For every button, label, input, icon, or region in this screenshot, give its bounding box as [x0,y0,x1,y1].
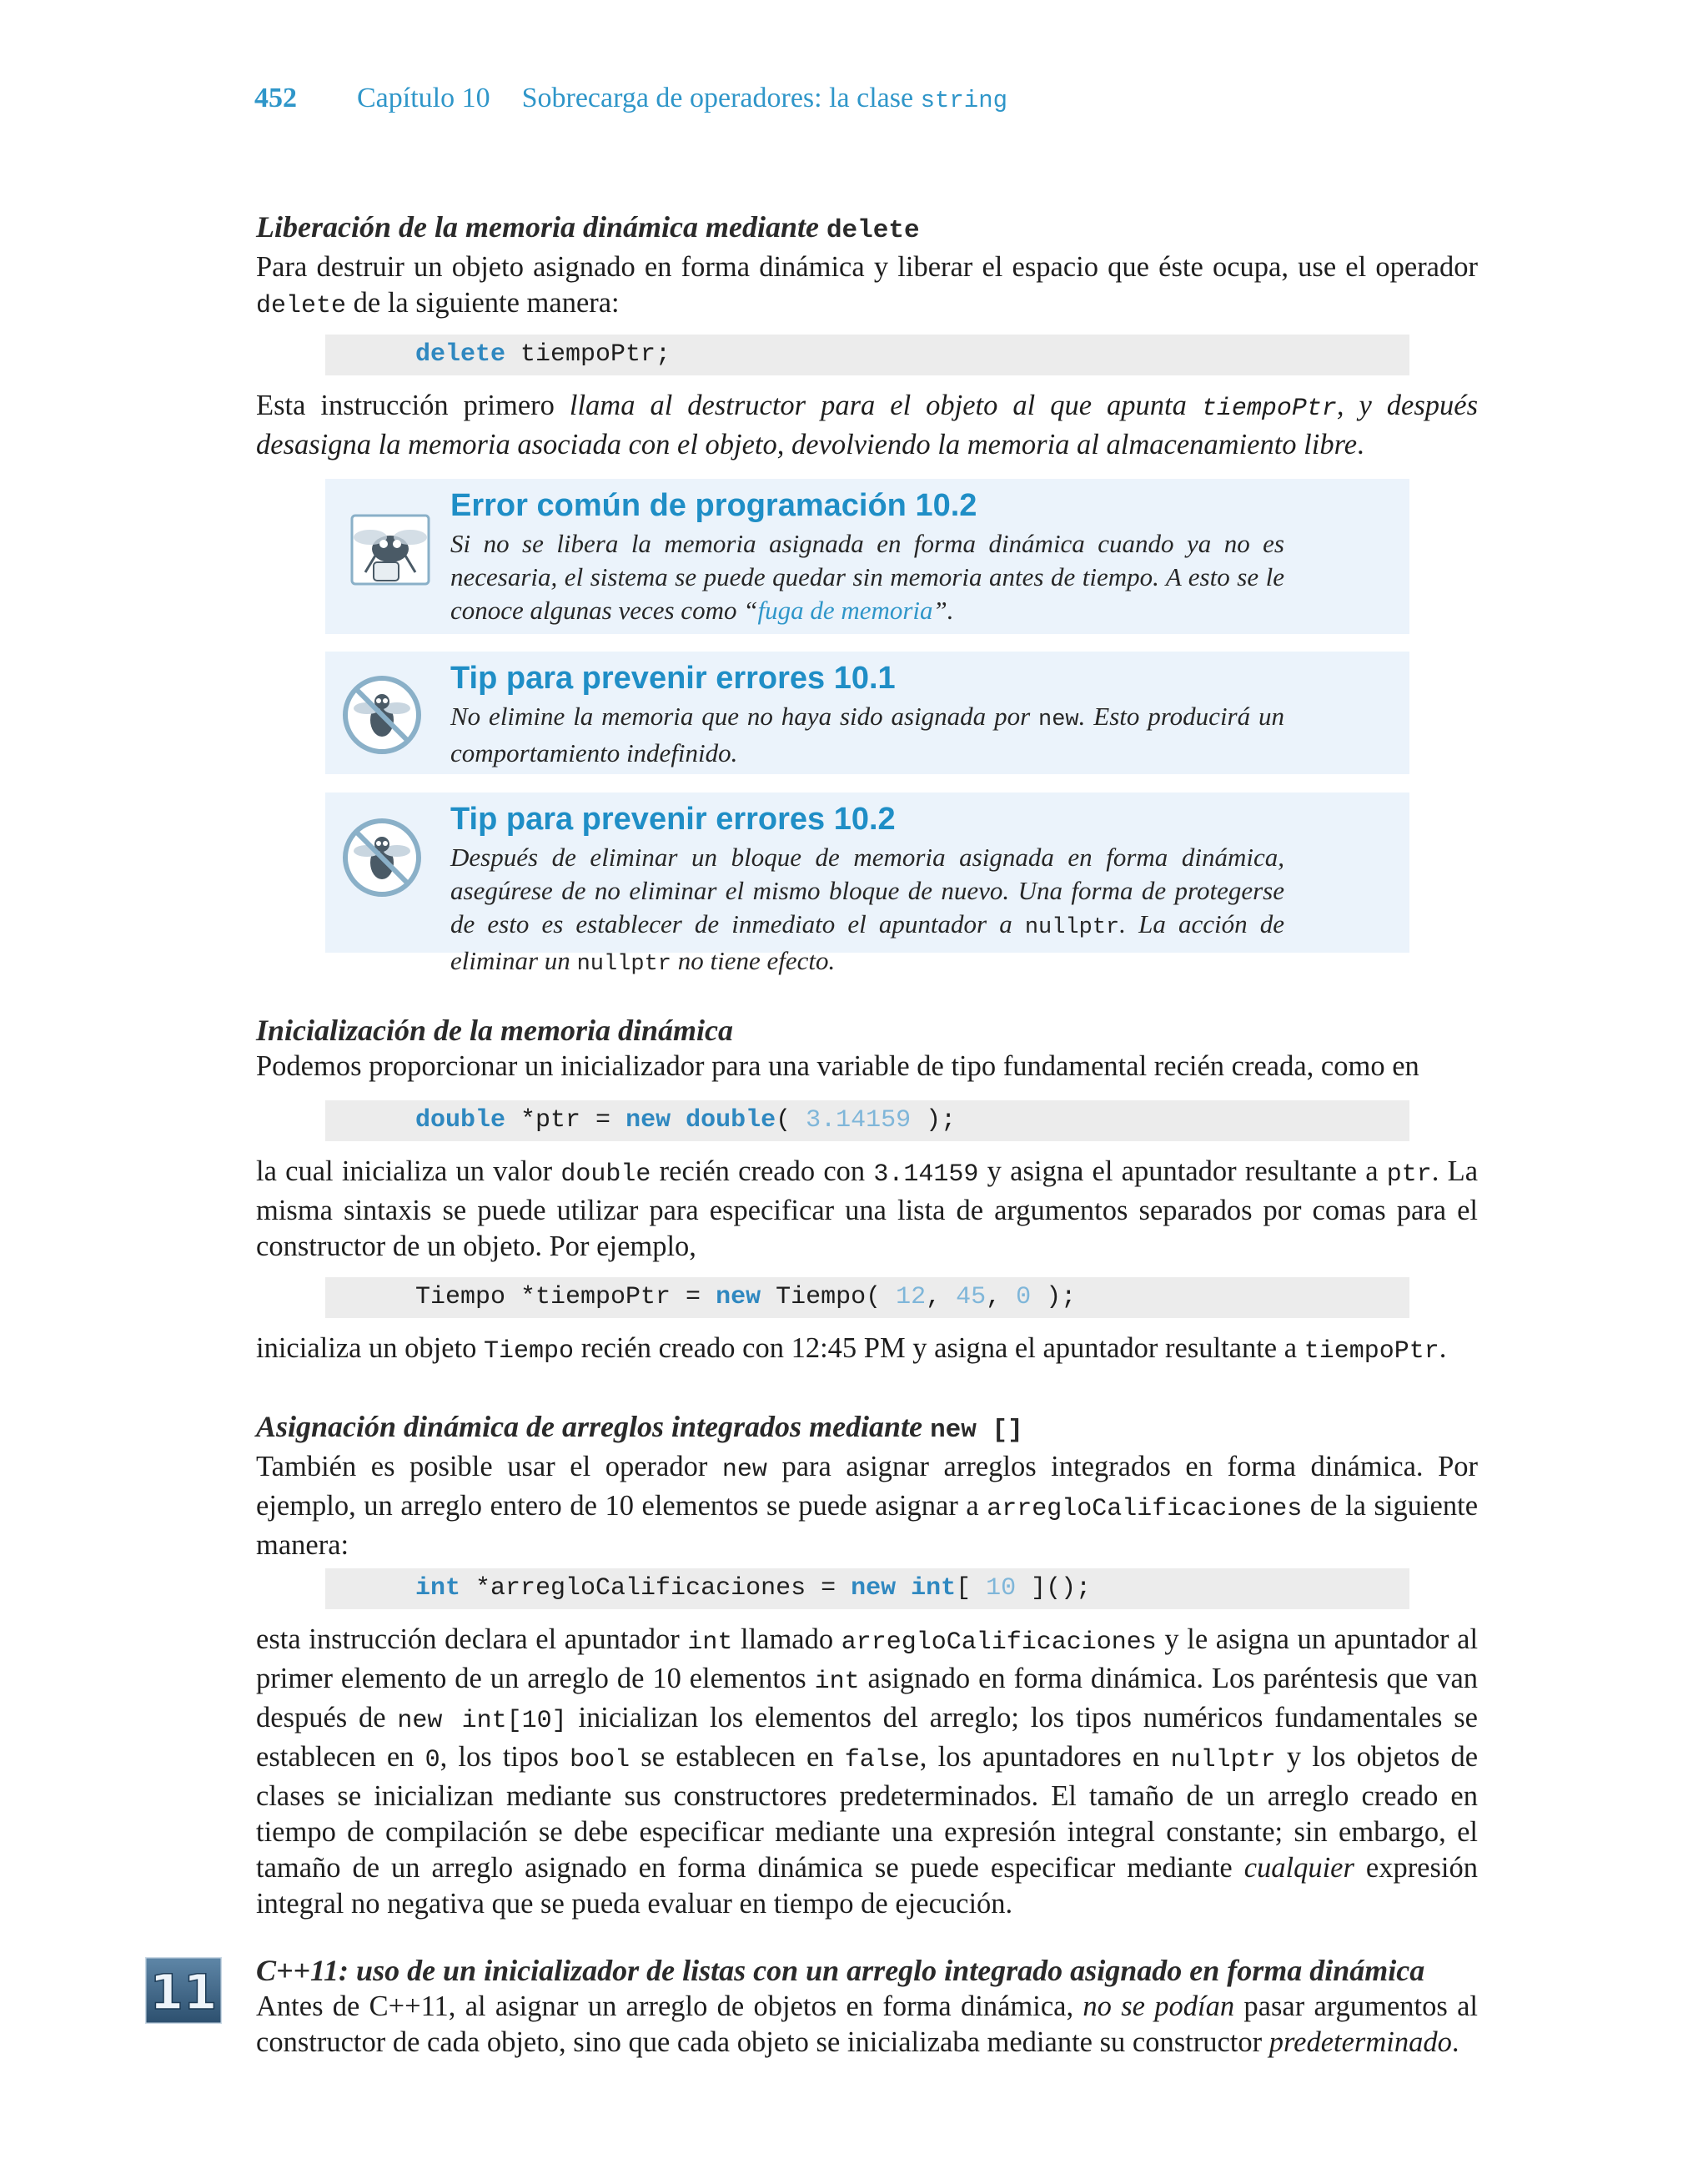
inline-code: nullptr [1170,1746,1276,1774]
bug-thumbs-down-icon [340,504,440,596]
text: y los objetos de clases se inicializan mediante sus constructores predeterminados. El tamaño de un arreglo creado en tiempo de compilación se debe especificar mediante una expresión integral constante; sin embargo, el tamaño de un arreglo asignado en forma dinámica se puede especificar mediante [256,1741,1479,1884]
text: inicializa un objeto [256,1332,477,1364]
inline-code: 3.14159 [873,1160,979,1189]
text: y asigna el apuntador resultante a [987,1155,1379,1187]
text: de la siguiente manera: [353,287,620,319]
code-keyword: new [716,1283,761,1311]
page-number: 452 [254,83,297,113]
code-text: *arregloCalificaciones = [460,1574,851,1603]
code-number: 10 [986,1574,1017,1603]
code-text: tiempoPtr; [505,340,671,369]
code-text [671,1106,686,1135]
badge-label: 11 [149,1964,218,2020]
text: . La misma sintaxis se puede utilizar para especificar una lista de argumentos separados por comas para el constructor de un objeto. Por ejemplo, [256,1155,1479,1262]
inline-code: double [560,1160,651,1189]
code-keyword: double [686,1106,776,1135]
inline-code: delete [256,292,347,320]
chapter-title-code: string [920,87,1008,114]
code-text: ](); [1016,1574,1092,1603]
code-text: , [986,1283,1017,1311]
text: Esta instrucción primero [256,390,555,421]
italic-text: cualquier [1243,1852,1354,1884]
italic-text: no se podían [1083,1990,1235,2022]
code-number: 3.14159 [806,1106,912,1135]
chapter-title: Sobrecarga de operadores: la clase [521,83,914,113]
code-text: ( [776,1106,806,1135]
text: recién creado con [659,1155,866,1187]
code-text: ); [1031,1283,1077,1311]
no-bug-icon [340,673,424,757]
italic-text: llama al destructor para el objeto al que apunta [569,390,1187,421]
no-bug-icon [340,816,424,899]
inline-code: Tiempo [484,1337,575,1366]
text: Después de eliminar un bloque de memoria asignada en forma dinámica, asegúrese de no eliminar el mismo bloque de nuevo. Una forma de protegerse de esto es establecer de inmediato el apuntador a [450,843,1284,939]
code-number: 0 [1016,1283,1032,1311]
inline-code: ptr [1386,1160,1432,1189]
inline-code: bool [570,1746,630,1774]
running-head [254,80,1007,118]
inline-code: new [1038,707,1079,732]
inline-code: int [687,1628,733,1657]
code-line-delete [325,335,1409,375]
inline-code: int [814,1668,860,1696]
code-keyword: delete [415,340,506,369]
paragraph-tiempo-explain [256,1331,1478,1370]
inline-code: nullptr [576,952,671,977]
code-keyword: new [625,1106,671,1135]
text: . [1357,429,1364,460]
text: . [1439,1332,1447,1364]
inline-code: false [844,1746,920,1774]
tip-title: Tip para prevenir errores 10.1 [450,661,896,696]
tip-title: Error común de programación 10.2 [450,488,977,523]
text: para asignar arreglos integrados en forma dinámica. Por ejemplo, un arreglo entero de 10 elementos se puede asignar a [256,1451,1479,1522]
text: asignado en forma dinámica. Los paréntesis que van después de [256,1663,1479,1734]
text: , los tipos [440,1741,559,1773]
paragraph [256,249,1478,325]
code-text: , [926,1283,957,1311]
italic-text: , y después desasigna la memoria asociada con el objeto, devolviendo la memoria al almacenamiento libre [256,390,1479,460]
glossary-link[interactable]: fuga de memoria [757,596,933,625]
section-init [256,1012,1478,1084]
inline-code: new [721,1456,767,1484]
paragraph [256,1449,1478,1563]
paragraph-destructor [256,388,1478,463]
code-text: ); [911,1106,957,1135]
section-heading [256,209,1478,249]
text: expresión integral no negativa que se pueda evaluar en tiempo de ejecución. [256,1852,1479,1920]
code-text [896,1574,911,1603]
text: Antes de C++11, al asignar un arreglo de objetos en forma dinámica, [256,1990,1074,2022]
code-keyword: double [415,1106,506,1135]
text: y le asigna un apuntador al primer elemento de un arreglo de 10 elementos [256,1623,1479,1694]
heading-code: delete [826,216,920,245]
paragraph-init-explain [256,1154,1478,1265]
code-text: Tiempo( [761,1283,897,1311]
section-heading: Inicialización de la memoria dinámica [256,1014,734,1047]
code-text: [ [956,1574,987,1603]
text: la cual inicializa un valor [256,1155,553,1187]
text: No elimine la memoria que no haya sido asignada por [450,702,1031,731]
inline-code: arregloCalificaciones [987,1495,1303,1523]
tip-body [450,700,1284,770]
inline-code: tiempoPtr [1304,1337,1439,1366]
inline-code: new int[10] [397,1707,567,1735]
code-line-double [325,1100,1409,1141]
paragraph: Podemos proporcionar un inicializador para una variable de tipo fundamental recién creada, como en [256,1050,1419,1082]
chapter-label: Capítulo 10 [357,83,490,113]
section-new-array [256,1408,1478,1563]
text: Para destruir un objeto asignado en forma dinámica y liberar el espacio que éste ocupa, use el operador [256,251,1478,283]
tip-box-prevent-errors-1 [325,652,1409,774]
code-text: Tiempo *tiempoPtr = [415,1283,716,1311]
text: de la siguiente manera: [256,1490,1479,1561]
paragraph-array-explain [256,1622,1478,1922]
tip-title: Tip para prevenir errores 10.2 [450,802,896,837]
text: Si no se libera la memoria asignada en forma dinámica cuando ya no es necesaria, el sistema se puede quedar sin memoria antes de tiempo. A esto se le conoce algunas veces como “ [450,529,1284,625]
code-text: *ptr = [505,1106,626,1135]
section-heading: C++11: uso de un inicializador de listas con un arreglo integrado asignado en forma dinámica [256,1954,1425,1987]
inline-code: arregloCalificaciones [841,1628,1157,1657]
code-line-int-array [325,1568,1409,1609]
code-number: 12 [896,1283,927,1311]
code-keyword: int [415,1574,461,1603]
section-cpp11 [256,1952,1478,2061]
code-number: 45 [956,1283,987,1311]
heading-text: Asignación dinámica de arreglos integrados mediante [256,1410,923,1443]
inline-code: nullptr [1024,915,1120,940]
paragraph [256,1989,1478,2061]
text: , los apuntadores en [919,1741,1160,1773]
heading-code: new [] [930,1416,1023,1445]
code-keyword: new [851,1574,897,1603]
text: llamado [740,1623,834,1655]
section-delete [256,209,1478,325]
section-heading [256,1408,1478,1449]
tip-body [450,841,1284,981]
inline-code: 0 [424,1746,440,1774]
text: . La acción de eliminar un [450,909,1285,975]
text: pasar argumentos al constructor de cada objeto, sino que cada objeto se inicializaba mediante su constructor [256,1990,1479,2058]
cpp11-badge-icon [145,1957,222,2024]
text: se establecen en [640,1741,834,1773]
tip-body [450,527,1284,627]
code-line-tiempo [325,1277,1409,1318]
text: También es posible usar el operador [256,1451,708,1482]
tip-box-prevent-errors-2 [325,793,1409,977]
tip-box-common-error [325,479,1409,634]
text: . Esto producirá un comportamiento indefinido. [450,702,1285,767]
text: no tiene efecto. [677,946,836,975]
text: ”. [932,596,954,625]
text: recién creado con 12:45 PM y asigna el apuntador resultante a [580,1332,1298,1364]
heading-text: Liberación de la memoria dinámica mediante [256,210,819,244]
text: inicializan los elementos del arreglo; los tipos numéricos fundamentales se establecen en [256,1702,1478,1773]
text: . [1451,2026,1459,2058]
italic-text: predeterminado [1268,2026,1452,2058]
text: esta instrucción declara el apuntador [256,1623,680,1655]
code-keyword: int [911,1574,957,1603]
inline-code: tiempoPtr [1201,395,1337,423]
